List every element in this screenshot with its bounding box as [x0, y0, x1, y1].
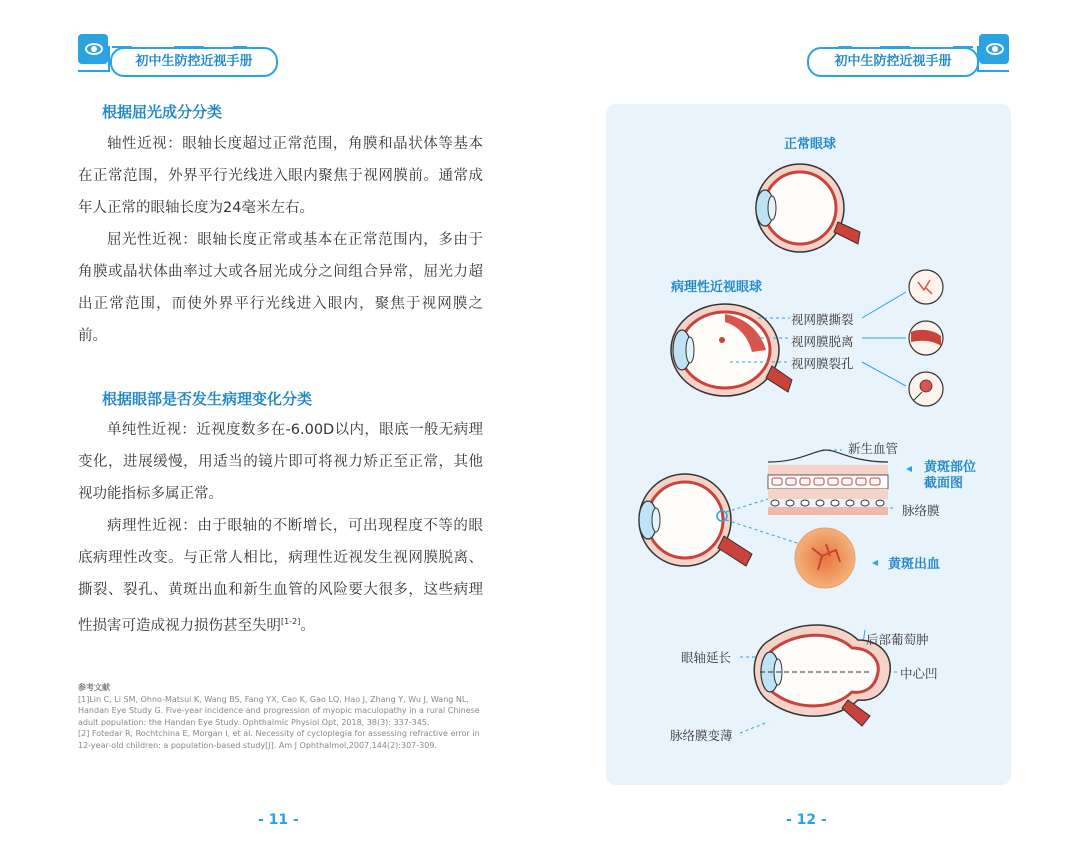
page-number-right: - 12 - — [786, 812, 827, 828]
macula-cross-section — [768, 450, 888, 515]
normal-eyeball-diagram — [756, 164, 860, 252]
paragraph-end-mark: 。 — [300, 617, 315, 634]
label-retinal-tear: 视网膜撕裂 — [791, 312, 854, 327]
citation-superscript: [1-2] — [281, 617, 301, 626]
pathologic-eyeball-diagram — [671, 304, 792, 396]
label-macula-section-2: 截面图 — [924, 476, 964, 491]
header-title-right: 初中生防控近视手册 — [807, 47, 979, 77]
page-number-left: - 11 - — [258, 812, 299, 828]
paragraph-pathologic-text: 病理性近视：由于眼轴的不断增长，可出现程度不等的眼底病理性改变。与正常人相比，病理性近视发生视网膜脱离、撕裂、裂孔、黄斑出血和新生血管的风险要大很多，这些病理性损害可造成视力损伤甚至失明 — [78, 518, 483, 634]
paragraph-simple-myopia: 单纯性近视：近视度数多在-6.00D以内，眼底一般无病理变化，进展缓慢，用适当的镜片即可将视力矫正至正常，其他视功能指标多属正常。 — [78, 422, 483, 502]
section-title-refraction: 根据屈光成分分类 — [102, 103, 223, 121]
label-choroid: 脉络膜 — [902, 503, 940, 518]
label-retinal-hole: 视网膜裂孔 — [791, 356, 854, 371]
macula-hemorrhage-fundus — [795, 528, 855, 588]
retina-detail-circles — [909, 270, 943, 406]
paragraph-axial-myopia: 轴性近视：眼轴长度超过正常范围，角膜和晶状体等基本在正常范围，外界平行光线进入眼内聚焦于视网膜前。通常成年人正常的眼轴长度为24毫米左右。 — [78, 136, 483, 216]
label-macular-hemorrhage: 黄斑出血 — [888, 557, 941, 572]
label-retinal-detachment: 视网膜脱离 — [791, 334, 854, 349]
header-title-left: 初中生防控近视手册 — [110, 47, 278, 77]
label-macula-section-1: 黄斑部位 — [924, 460, 977, 475]
pathologic-eye-title: 病理性近视眼球 — [671, 280, 763, 295]
macula-eyeball-diagram — [639, 474, 752, 566]
references-title: 参考文献 — [78, 683, 110, 692]
label-fovea: 中心凹 — [900, 666, 938, 681]
section-title-pathology: 根据眼部是否发生病理变化分类 — [102, 390, 313, 408]
label-neovascularization: 新生血管 — [848, 441, 899, 456]
reference-item: [1]Lin C, Li SM, Ohno-Matsui K, Wang BS, Fang YX, Cao K, Gao LQ, Hao J, Zhang Y, Wu J, Wang NL, Handan Eye Study G. Five-year incidence and progression of myopic maculopathy in a rural Chinese adult population: the Handan Eye Study. Ophthalmic Physiol Opt, 2018, 38(3): 337-345. — [78, 694, 480, 727]
label-staphyloma: 后部葡萄肿 — [866, 632, 929, 647]
label-choroid-thinning: 脉络膜变薄 — [670, 728, 733, 743]
normal-eye-title: 正常眼球 — [784, 137, 837, 152]
reference-item: [2] Fotedar R, Rochtchina E, Morgan I, et al. Necessity of cycloplegia for assessing refractive error in 12-year-old children: a population-based study[J]. Am J Ophthalmol,2007,144(2):307-309. — [78, 729, 480, 750]
label-axial-elongation: 眼轴延长 — [681, 650, 732, 665]
paragraph-refractive-myopia: 屈光性近视：眼轴长度正常或基本在正常范围内，多由于角膜或晶状体曲率过大或各屈光成分之间组合异常，屈光力超出正常范围，而使外界平行光线进入眼内，聚焦于视网膜之前。 — [78, 232, 483, 344]
